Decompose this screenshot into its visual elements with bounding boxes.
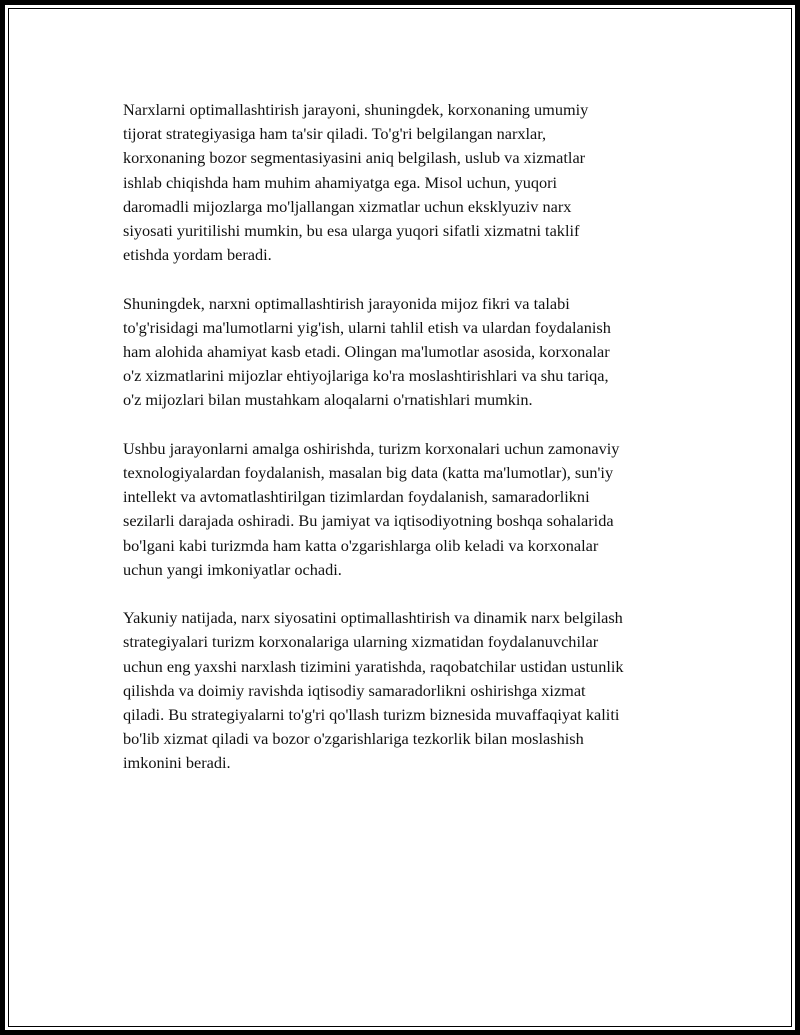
- paragraph-3: Ushbu jarayonlarni amalga oshirishda, turizm korxonalari uchun zamonaviy texnologiyalardan foydalanish, masalan big data (katta ma'lumotlar), sun'iy intellekt va avtomatlashtirilgan tizimlardan foydalanish, samaradorlikni sezilarli darajada oshiradi. Bu jamiyat va iqtisodiyotning boshqa sohalarida bo'lgani kabi turizmda ham katta o'zgarishlarga olib keladi va korxonalar uchun yangi imkoniyatlar ochadi.: [123, 438, 620, 579]
- paragraph-4: Yakuniy natijada, narx siyosatini optimallashtirish va dinamik narx belgilash strategiyalari turizm korxonalariga ularning xizmatidan foydalanuvchilar uchun eng yaxshi narxlash tizimini yaratishda, raqobatchilar ustidan ustunlik qilishda va doimiy ravishda iqtisodiy samaradorlikni oshirishga xizmat qiladi. Bu strategiyalarni to'g'ri qo'llash turizm biznesida muvaffaqiyat kaliti bo'lib xizmat qiladi va bozor o'zgarishlariga tezkorlik bilan moslashish imkonini beradi.: [123, 608, 624, 773]
- paragraph-1: Narxlarni optimallashtirish jarayoni, shuningdek, korxonaning umumiy tijorat strategiyasiga ham ta'sir qiladi. To'g'ri belgilangan narxlar, korxonaning bozor segmentasiyasini aniq belgilash, uslub va xizmatlar ishlab chiqishda ham muhim ahamiyatga ega. Misol uchun, yuqori daromadli mijozlarga mo'ljallangan xizmatlar uchun eksklyuziv narx siyosati yuritilishi mumkin, bu esa ularga yuqori sifatli xizmatni taklif etishda yordam beradi.: [123, 100, 589, 265]
- document-body: [123, 98, 693, 776]
- paragraph-2: Shuningdek, narxni optimallashtirish jarayonida mijoz fikri va talabi to'g'risidagi ma'lumotlarni yig'ish, ularni tahlil etish va ulardan foydalanish ham alohida ahamiyat kasb etadi. Olingan ma'lumotlar asosida, korxonalar o'z xizmatlarini mijozlar ehtiyojlariga ko'ra moslashtirishlari va shu tariqa, o'z mijozlari bilan mustahkam aloqalarni o'rnatishlari mumkin.: [123, 293, 611, 410]
